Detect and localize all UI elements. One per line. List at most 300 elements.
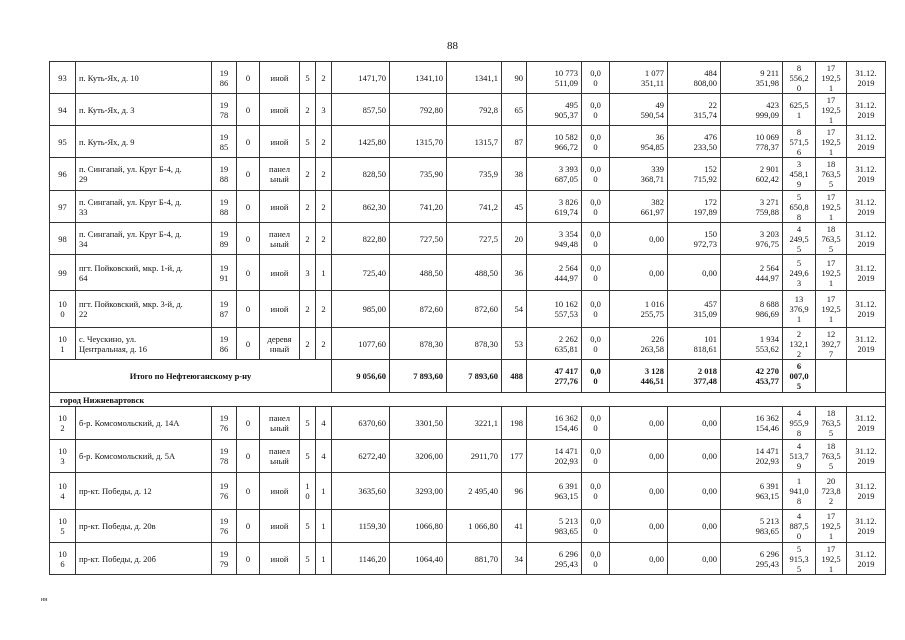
date-cell [847, 328, 886, 360]
row-number-cell [50, 543, 76, 575]
unit-cost-cell [783, 223, 816, 255]
total-area-cell-text: 3635,60 [358, 486, 386, 496]
unit-cost-cell [783, 94, 816, 126]
fund-cell-text: 0,0 0 [590, 131, 601, 152]
total-cost-cell [527, 440, 582, 473]
col3-cell [237, 473, 260, 510]
total-area-cell-text: 1146,20 [358, 553, 386, 564]
entrances-cell [316, 291, 332, 328]
local-budget-cell [668, 223, 721, 255]
residential-area-cell-text: 2 495,40 [468, 486, 498, 496]
total-area-cell-text: 1077,60 [358, 338, 386, 349]
col3-cell [237, 223, 260, 255]
residents-cell-text: 65 [514, 104, 523, 115]
max-cost-cell [816, 94, 847, 126]
unit-cost-cell [783, 440, 816, 473]
local-budget-cell [668, 158, 721, 191]
address-cell-text: пгт. Пойковский, мкр. 1-й, д. 64 [79, 262, 183, 283]
subtotal-total-cost-cell-text: 47 417 277,76 [554, 366, 578, 386]
entrances-cell-text: 1 [321, 267, 326, 278]
residential-area-cell [447, 191, 502, 223]
address-cell-text: б-р. Комсомольский, д. 14А [79, 418, 180, 428]
subtotal-unit-cost-cell-text: 6 007,0 5 [789, 361, 809, 391]
floors-cell-text: 5 [305, 72, 310, 83]
unit-cost-cell-text: 4 249,5 5 [789, 223, 809, 254]
residents-cell [502, 543, 527, 575]
other-funds-cell-text: 16 362 154,46 [755, 413, 779, 433]
living-area-cell-text: 1064,40 [415, 553, 443, 564]
row-number-cell-text: 98 [58, 233, 67, 244]
subtotal-other-funds-cell-text: 42 270 453,77 [755, 366, 779, 386]
other-funds-cell-text: 3 203 976,75 [755, 228, 779, 249]
col3-cell [237, 543, 260, 575]
fund-cell [582, 223, 610, 255]
wall-material-cell-text: панел ьный [269, 164, 290, 184]
fund-cell [582, 407, 610, 440]
local-budget-cell [668, 510, 721, 543]
row-number-cell [50, 440, 76, 473]
total-cost-cell-text: 5 213 983,65 [554, 516, 578, 536]
floors-cell [300, 158, 316, 191]
subtotal-residential-area-cell-text: 7 893,60 [468, 371, 498, 381]
floors-cell-text: 2 [305, 201, 310, 212]
other-funds-cell-text: 6 391 963,15 [755, 481, 779, 501]
page-number: 88 [447, 40, 458, 52]
wall-material-cell-text: иной [270, 267, 289, 278]
fund-cell [582, 255, 610, 291]
regional-budget-cell-text: 1 016 255,75 [640, 299, 664, 319]
address-cell [76, 94, 212, 126]
regional-budget-cell [610, 62, 668, 94]
residents-cell [502, 94, 527, 126]
address-cell [76, 291, 212, 328]
regional-budget-cell-text: 339 368,71 [640, 164, 664, 184]
address-cell [76, 543, 212, 575]
local-budget-cell-text: 150 972,73 [693, 228, 717, 249]
residential-area-cell-text: 878,30 [474, 338, 498, 349]
row-number-cell [50, 291, 76, 328]
residential-area-cell-text: 881,70 [474, 553, 498, 564]
wall-material-cell-text: панел ьный [269, 446, 290, 466]
regional-budget-cell [610, 94, 668, 126]
residential-area-cell [447, 62, 502, 94]
other-funds-cell [721, 440, 783, 473]
unit-cost-cell-text: 2 132,1 2 [789, 328, 809, 359]
max-cost-cell-text: 17 192,5 1 [821, 294, 841, 324]
wall-material-cell [260, 473, 300, 510]
max-cost-cell-text: 17 192,5 1 [821, 257, 841, 288]
max-cost-cell [816, 407, 847, 440]
total-cost-cell-text: 3 393 687,05 [554, 164, 578, 184]
table-row [50, 255, 886, 291]
residents-cell-text: 38 [514, 169, 523, 179]
other-funds-cell-text: 6 296 295,43 [755, 548, 779, 569]
regional-budget-cell-text: 0,00 [649, 267, 664, 278]
table-row [50, 223, 886, 255]
year-built-cell-text: 19 86 [219, 67, 229, 88]
unit-cost-cell-text: 5 650,8 8 [789, 191, 809, 222]
total-area-cell [332, 291, 390, 328]
year-built-cell-text: 19 91 [219, 262, 229, 283]
local-budget-cell-text: 22 315,74 [693, 99, 717, 120]
col3-cell-text: 0 [245, 201, 251, 212]
max-cost-cell-text: 17 192,5 1 [821, 191, 841, 222]
max-cost-cell-text: 12 392,7 7 [821, 328, 841, 359]
total-cost-cell-text: 10 162 557,53 [554, 299, 578, 319]
col3-cell-text: 0 [245, 486, 251, 496]
col3-cell [237, 291, 260, 328]
table-row [50, 126, 886, 158]
entrances-cell-text: 2 [321, 201, 326, 212]
row-number-cell-text: 93 [58, 72, 67, 83]
living-area-cell-text: 872,60 [419, 304, 443, 314]
total-area-cell-text: 862,30 [362, 201, 386, 212]
date-cell [847, 223, 886, 255]
wall-material-cell-text: иной [270, 304, 289, 314]
total-area-cell-text: 828,50 [362, 169, 386, 179]
residents-cell-text: 54 [514, 304, 523, 314]
address-cell-text: пр-кт. Победы, д. 12 [79, 486, 152, 496]
address-cell-text: с. Чеускино, ул. Центральная, д. 16 [79, 333, 148, 354]
total-cost-cell-text: 3 826 619,74 [554, 196, 578, 217]
col3-cell [237, 126, 260, 158]
total-area-cell-text: 6272,40 [358, 451, 386, 461]
living-area-cell [390, 291, 447, 328]
wall-material-cell [260, 407, 300, 440]
row-number-cell [50, 223, 76, 255]
other-funds-cell [721, 510, 783, 543]
subtotal-empty-cell [816, 360, 847, 393]
row-number-cell-text: 97 [58, 201, 67, 212]
living-area-cell [390, 223, 447, 255]
regional-budget-cell-text: 49 590,54 [640, 99, 664, 120]
local-budget-cell-text: 101 818,61 [693, 333, 717, 354]
date-cell-text: 31.12. 2019 [855, 548, 877, 569]
row-number-cell [50, 191, 76, 223]
regional-budget-cell [610, 158, 668, 191]
date-cell [847, 158, 886, 191]
regional-budget-cell-text: 226 263,58 [640, 333, 664, 354]
floors-cell-text: 2 [305, 304, 310, 314]
year-built-cell [212, 158, 237, 191]
other-funds-cell-text: 2 564 444,97 [755, 262, 779, 283]
entrances-cell-text: 2 [321, 136, 326, 147]
living-area-cell-text: 792,80 [419, 104, 443, 115]
subtotal-residential-area-cell [447, 360, 502, 393]
other-funds-cell [721, 255, 783, 291]
total-cost-cell [527, 291, 582, 328]
row-number-cell-text: 10 5 [58, 516, 67, 536]
date-cell-text: 31.12. 2019 [855, 131, 877, 152]
year-built-cell-text: 19 87 [219, 299, 229, 319]
year-built-cell-text: 19 88 [219, 164, 229, 184]
entrances-cell [316, 62, 332, 94]
residential-area-cell-text: 741,2 [478, 201, 498, 212]
regional-budget-cell-text: 382 661,97 [640, 196, 664, 217]
date-cell [847, 473, 886, 510]
entrances-cell [316, 191, 332, 223]
living-area-cell [390, 407, 447, 440]
local-budget-cell-text: 457 315,09 [693, 299, 717, 319]
year-built-cell [212, 62, 237, 94]
floors-cell [300, 328, 316, 360]
total-cost-cell [527, 158, 582, 191]
local-budget-cell-text: 172 197,89 [693, 196, 717, 217]
residential-area-cell-text: 1 066,80 [468, 521, 498, 531]
max-cost-cell [816, 126, 847, 158]
wall-material-cell [260, 255, 300, 291]
wall-material-cell-text: деревя нный [267, 333, 292, 354]
unit-cost-cell-text: 4 513,7 9 [789, 441, 809, 471]
address-cell-text: п. Куть-Ях, д. 10 [79, 72, 139, 83]
row-number-cell [50, 328, 76, 360]
date-cell-text: 31.12. 2019 [855, 228, 877, 249]
max-cost-cell [816, 158, 847, 191]
max-cost-cell-text: 18 763,5 5 [821, 159, 841, 189]
total-area-cell [332, 126, 390, 158]
address-cell [76, 191, 212, 223]
wall-material-cell [260, 440, 300, 473]
residential-area-cell-text: 727,5 [478, 233, 498, 244]
residents-cell [502, 62, 527, 94]
col3-cell-text: 0 [245, 418, 251, 428]
total-area-cell [332, 407, 390, 440]
date-cell [847, 255, 886, 291]
total-area-cell [332, 255, 390, 291]
total-area-cell [332, 510, 390, 543]
total-cost-cell [527, 94, 582, 126]
fund-cell-text: 0,0 0 [590, 333, 601, 354]
fund-cell-text: 0,0 0 [590, 548, 601, 569]
unit-cost-cell-text: 5 249,6 3 [789, 257, 809, 288]
local-budget-cell [668, 328, 721, 360]
date-cell [847, 291, 886, 328]
year-built-cell [212, 126, 237, 158]
table-row [50, 291, 886, 328]
col3-cell-text: 0 [245, 304, 251, 314]
regional-budget-cell [610, 255, 668, 291]
fund-cell [582, 191, 610, 223]
address-cell-text: б-р. Комсомольский, д. 5А [79, 451, 176, 461]
entrances-cell [316, 543, 332, 575]
wall-material-cell [260, 291, 300, 328]
living-area-cell-text: 735,90 [419, 169, 443, 179]
floors-cell [300, 191, 316, 223]
floors-cell-text: 2 [305, 104, 310, 115]
date-cell [847, 440, 886, 473]
year-built-cell [212, 543, 237, 575]
address-cell-text: п. Сингапай, ул. Круг Б-4, д. 34 [79, 228, 182, 249]
col3-cell-text: 0 [245, 451, 251, 461]
residents-cell-text: 20 [514, 233, 523, 244]
subtotal-label-cell-text: Итого по Нефтеюганскому р-ну [129, 371, 252, 381]
regional-budget-cell [610, 223, 668, 255]
local-budget-cell-text: 152 715,92 [693, 164, 717, 184]
year-built-cell-text: 19 76 [219, 413, 229, 433]
year-built-cell-text: 19 88 [219, 196, 229, 217]
wall-material-cell-text: иной [270, 104, 289, 115]
living-area-cell [390, 62, 447, 94]
col3-cell [237, 94, 260, 126]
col3-cell-text: 0 [245, 267, 251, 278]
entrances-cell [316, 158, 332, 191]
table-row [50, 543, 886, 575]
year-built-cell-text: 19 79 [219, 548, 229, 569]
local-budget-cell-text: 0,00 [702, 553, 717, 564]
date-cell-text: 31.12. 2019 [855, 481, 877, 501]
subtotal-unit-cost-cell [783, 360, 816, 393]
row-number-cell-text: 10 1 [58, 333, 67, 354]
total-area-cell-text: 857,50 [362, 104, 386, 115]
max-cost-cell [816, 62, 847, 94]
date-cell [847, 510, 886, 543]
wall-material-cell-text: иной [270, 553, 289, 564]
address-cell [76, 126, 212, 158]
col3-cell [237, 440, 260, 473]
address-cell [76, 62, 212, 94]
unit-cost-cell [783, 473, 816, 510]
local-budget-cell-text: 484 808,00 [693, 67, 717, 88]
floors-cell [300, 510, 316, 543]
year-built-cell-text: 19 85 [219, 131, 229, 152]
city-header-cell-text: город Нижневартовск [60, 394, 145, 405]
fund-cell-text: 0,0 0 [590, 446, 601, 466]
unit-cost-cell-text: 1 941,0 8 [789, 476, 809, 506]
regional-budget-cell-text: 0,00 [649, 451, 664, 461]
entrances-cell-text: 2 [321, 169, 326, 179]
living-area-cell-text: 1315,70 [415, 136, 443, 147]
year-built-cell [212, 328, 237, 360]
row-number-cell-text: 95 [58, 136, 67, 147]
date-cell [847, 407, 886, 440]
other-funds-cell-text: 5 213 983,65 [755, 516, 779, 536]
date-cell [847, 543, 886, 575]
col3-cell-text: 0 [245, 233, 251, 244]
residential-area-cell [447, 440, 502, 473]
address-cell-text: п. Сингапай, ул. Круг Б-4, д. 33 [79, 196, 182, 217]
floors-cell-text: 2 [305, 169, 310, 179]
unit-cost-cell-text: 13 376,9 1 [789, 294, 809, 324]
floors-cell-text: 5 [305, 136, 310, 147]
total-area-cell [332, 543, 390, 575]
wall-material-cell-text: иной [270, 486, 289, 496]
entrances-cell-text: 1 [321, 553, 326, 564]
year-built-cell [212, 191, 237, 223]
address-cell-text: пр-кт. Победы, д. 20б [79, 553, 156, 564]
total-cost-cell [527, 473, 582, 510]
local-budget-cell [668, 191, 721, 223]
max-cost-cell [816, 440, 847, 473]
floors-cell [300, 223, 316, 255]
date-cell-text: 31.12. 2019 [855, 413, 877, 433]
col3-cell [237, 255, 260, 291]
fund-cell [582, 328, 610, 360]
total-cost-cell [527, 255, 582, 291]
residents-cell [502, 510, 527, 543]
fund-cell-text: 0,0 0 [590, 164, 601, 184]
date-cell [847, 191, 886, 223]
fund-cell-text: 0,0 0 [590, 299, 601, 319]
year-built-cell [212, 291, 237, 328]
regional-budget-cell [610, 191, 668, 223]
year-built-cell-text: 19 76 [219, 481, 229, 501]
floors-cell [300, 543, 316, 575]
unit-cost-cell [783, 62, 816, 94]
total-area-cell-text: 1159,30 [358, 521, 386, 531]
living-area-cell [390, 440, 447, 473]
unit-cost-cell [783, 510, 816, 543]
row-number-cell [50, 158, 76, 191]
year-built-cell [212, 440, 237, 473]
residential-area-cell [447, 126, 502, 158]
residents-cell [502, 223, 527, 255]
fund-cell [582, 510, 610, 543]
living-area-cell [390, 473, 447, 510]
entrances-cell [316, 473, 332, 510]
unit-cost-cell [783, 407, 816, 440]
regional-budget-cell [610, 126, 668, 158]
subtotal-row [50, 360, 886, 393]
residents-cell [502, 191, 527, 223]
residents-cell-text: 90 [514, 72, 523, 83]
col3-cell-text: 0 [245, 521, 251, 531]
residents-cell [502, 255, 527, 291]
regional-budget-cell [610, 473, 668, 510]
max-cost-cell [816, 291, 847, 328]
residential-area-cell [447, 328, 502, 360]
wall-material-cell [260, 94, 300, 126]
total-cost-cell-text: 16 362 154,46 [554, 413, 578, 433]
regional-budget-cell-text: 1 077 351,11 [640, 67, 664, 88]
date-cell-text: 31.12. 2019 [855, 164, 877, 184]
max-cost-cell-text: 17 192,5 1 [821, 511, 841, 541]
footer-mark: нн [41, 597, 48, 603]
other-funds-cell [721, 328, 783, 360]
regional-budget-cell [610, 291, 668, 328]
regional-budget-cell [610, 407, 668, 440]
col3-cell-text: 0 [245, 136, 251, 147]
other-funds-cell-text: 1 934 553,62 [755, 333, 779, 354]
local-budget-cell-text: 0,00 [702, 451, 717, 461]
regional-budget-cell [610, 543, 668, 575]
address-cell-text: п. Куть-Ях, д. 3 [79, 104, 135, 115]
total-cost-cell-text: 2 262 635,81 [554, 333, 578, 354]
fund-cell [582, 543, 610, 575]
total-cost-cell [527, 62, 582, 94]
residential-area-cell-text: 3221,1 [474, 418, 498, 428]
row-number-cell [50, 510, 76, 543]
subtotal-regional-budget-cell-text: 3 128 446,51 [640, 366, 664, 386]
floors-cell-text: 5 [305, 451, 310, 461]
max-cost-cell-text: 18 763,5 5 [821, 408, 841, 438]
max-cost-cell [816, 543, 847, 575]
regional-budget-cell-text: 36 954,85 [640, 131, 664, 152]
wall-material-cell [260, 510, 300, 543]
row-number-cell-text: 10 3 [58, 446, 67, 466]
local-budget-cell-text: 0,00 [702, 418, 717, 428]
subtotal-total-area-cell-text: 9 056,60 [356, 371, 386, 381]
total-cost-cell [527, 223, 582, 255]
date-cell [847, 94, 886, 126]
entrances-cell [316, 328, 332, 360]
subtotal-living-area-cell-text: 7 893,60 [413, 371, 443, 381]
fund-cell [582, 473, 610, 510]
residents-cell-text: 45 [514, 201, 523, 212]
address-cell [76, 158, 212, 191]
floors-cell-text: 5 [305, 553, 310, 564]
total-area-cell [332, 223, 390, 255]
total-area-cell [332, 191, 390, 223]
